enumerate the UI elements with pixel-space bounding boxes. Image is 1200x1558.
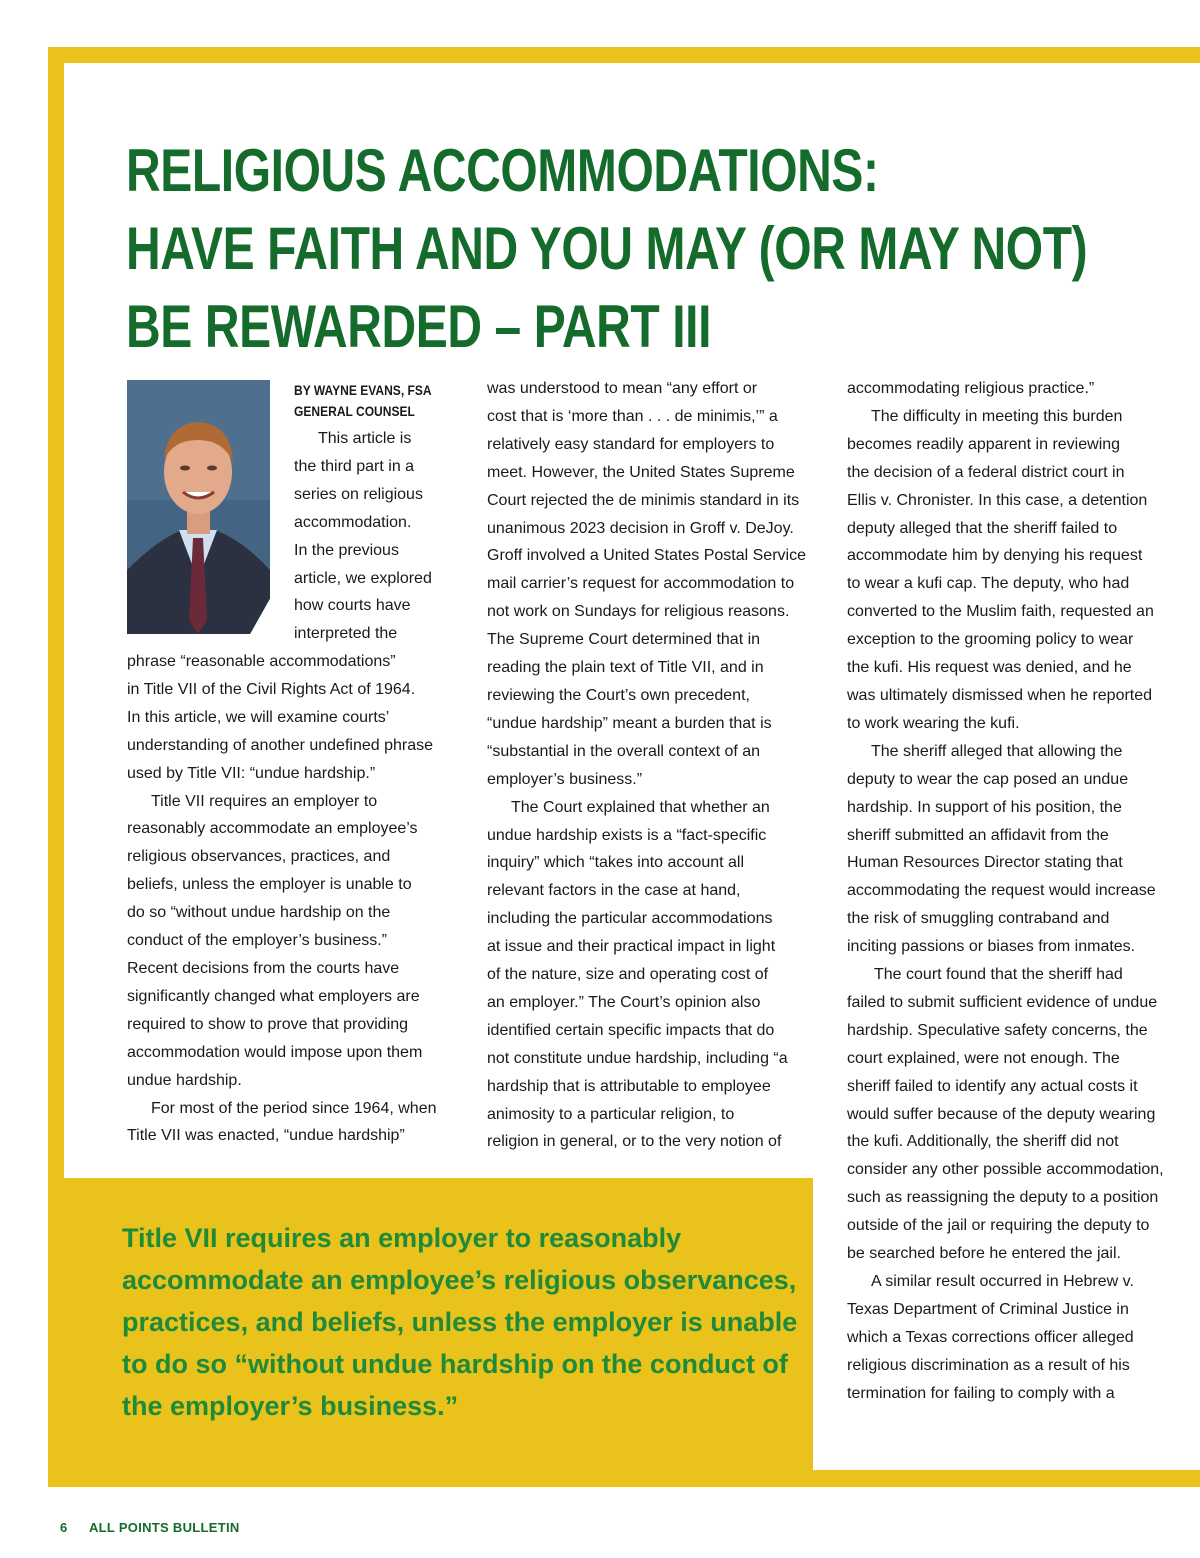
text-line: inquiry” which “takes into account all (487, 854, 745, 872)
text-line: reasonably accommodate an employee’s (127, 820, 418, 838)
text-line: employer’s business.” (487, 770, 643, 788)
column-2 (487, 375, 817, 1156)
text-line: Ellis v. Chronister. In this case, a detention (847, 491, 1148, 509)
author-name: BY WAYNE EVANS, FSA (294, 382, 432, 398)
text-line: The court found that the sheriff had (874, 966, 1123, 984)
text-line: do so “without undue hardship on the (127, 904, 391, 922)
text-line: relatively easy standard for employers to (487, 435, 775, 453)
text-line: Court rejected the de minimis standard in its (487, 491, 800, 509)
text-line: to wear a kufi cap. The deputy, who had (847, 575, 1130, 593)
text-line: hardship that is attributable to employee (487, 1077, 771, 1095)
text-line: court explained, were not enough. The (847, 1049, 1120, 1067)
page-footer (60, 1520, 240, 1535)
text-line: outside of the jail or requiring the deputy to (847, 1217, 1150, 1235)
text-line: deputy to wear the cap posed an undue (847, 770, 1129, 788)
text-line: article, we explored (294, 569, 432, 587)
text-line: Title VII requires an employer to (151, 792, 378, 810)
text-line: was understood to mean “any effort or (487, 380, 758, 397)
text-line: beliefs, unless the employer is unable to (127, 876, 412, 894)
article-title (126, 132, 1088, 366)
text-line: animosity to a particular religion, to (487, 1105, 735, 1123)
text-line: sheriff submitted an affidavit from the (847, 826, 1109, 844)
text-line: Recent decisions from the courts have (127, 959, 400, 977)
text-line: which a Texas corrections officer alleged (847, 1328, 1134, 1346)
text-line: undue hardship exists is a “fact-specific (487, 826, 767, 844)
text-line: including the particular accommodations (487, 910, 773, 928)
text-line: used by Title VII: “undue hardship.” (127, 764, 376, 782)
column-1-top (294, 425, 454, 648)
text-line: would suffer because of the deputy wearing (847, 1105, 1156, 1123)
text-line: Groff involved a United States Postal Service (487, 547, 806, 565)
author-title: GENERAL COUNSEL (294, 403, 415, 419)
text-line: not constitute undue hardship, including “a (487, 1049, 788, 1067)
text-line: the risk of smuggling contraband and (847, 910, 1110, 928)
text-line: The Supreme Court determined that in (487, 631, 761, 649)
text-line: meet. However, the United States Supreme (487, 463, 795, 481)
text-line: required to show to prove that providing (127, 1015, 409, 1033)
text-line: becomes readily apparent in reviewing (847, 435, 1121, 453)
text-line: failed to submit sufficient evidence of undue (847, 993, 1158, 1011)
text-line: Texas Department of Criminal Justice in (847, 1300, 1129, 1318)
pull-quote-line: Title VII requires an employer to reasonably (122, 1223, 682, 1253)
text-line: hardship. In support of his position, the (847, 798, 1122, 816)
text-line: series on religious (294, 485, 423, 503)
text-line: of the nature, size and operating cost of (487, 966, 769, 984)
text-line: be searched before he entered the jail. (847, 1245, 1121, 1263)
pull-quote-line: practices, and beliefs, unless the employer is unable (122, 1307, 798, 1337)
text-line: “undue hardship” meant a burden that is (487, 714, 772, 732)
text-line: phrase “reasonable accommodations” (127, 653, 396, 670)
text-line: converted to the Muslim faith, requested an (847, 603, 1154, 621)
text-line: unanimous 2023 decision in Groff v. DeJoy. (487, 519, 794, 537)
text-line: The difficulty in meeting this burden (871, 407, 1123, 425)
column-3 (847, 375, 1192, 1408)
text-line: accommodate him by denying his request (847, 547, 1143, 565)
text-line: reviewing the Court’s own precedent, (487, 686, 750, 704)
text-line: accommodating the request would increase (847, 882, 1156, 900)
text-line: In this article, we will examine courts’ (127, 708, 390, 726)
text-line: accommodating religious practice.” (847, 380, 1095, 397)
text-line: interpreted the (294, 625, 398, 643)
text-line: This article is (318, 430, 412, 447)
text-line: such as reassigning the deputy to a position (847, 1189, 1159, 1207)
text-line: how courts have (294, 597, 411, 615)
text-line: For most of the period since 1964, when (151, 1099, 437, 1117)
page-number: 6 (60, 1520, 68, 1535)
text-line: not work on Sundays for religious reasons. (487, 603, 790, 621)
text-line: In the previous (294, 541, 399, 559)
byline (294, 380, 432, 422)
text-line: undue hardship. (127, 1071, 242, 1089)
text-line: consider any other possible accommodation, (847, 1161, 1164, 1179)
pull-quote-line: accommodate an employee’s religious observances, (122, 1265, 797, 1295)
text-line: religious discrimination as a result of his (847, 1356, 1130, 1374)
text-line: at issue and their practical impact in light (487, 938, 776, 956)
text-line: inciting passions or biases from inmates. (847, 938, 1136, 956)
text-line: Human Resources Director stating that (847, 854, 1123, 872)
title-line: BE REWARDED – PART III (126, 293, 712, 360)
text-line: the third part in a (294, 457, 415, 475)
text-line: conduct of the employer’s business.” (127, 932, 387, 950)
text-line: was ultimately dismissed when he reported (847, 686, 1153, 704)
pull-quote (122, 1217, 798, 1427)
text-line: religion in general, or to the very notion of (487, 1133, 782, 1151)
text-line: religious observances, practices, and (127, 848, 391, 866)
text-line: the kufi. His request was denied, and he (847, 659, 1132, 677)
text-line: The sheriff alleged that allowing the (871, 742, 1123, 760)
text-line: identified certain specific impacts that do (487, 1021, 775, 1039)
text-line: Title VII was enacted, “undue hardship” (127, 1127, 405, 1145)
text-line: in Title VII of the Civil Rights Act of 1964. (127, 680, 416, 698)
author-photo (127, 380, 270, 634)
text-line: sheriff failed to identify any actual costs it (847, 1077, 1138, 1095)
text-line: mail carrier’s request for accommodation to (487, 575, 795, 593)
title-line: RELIGIOUS ACCOMMODATIONS: (126, 137, 879, 204)
pull-quote-line: to do so “without undue hardship on the conduct of (122, 1349, 788, 1379)
text-line: an employer.” The Court’s opinion also (487, 993, 761, 1011)
text-line: relevant factors in the case at hand, (487, 882, 741, 900)
text-line: accommodation would impose upon them (127, 1043, 423, 1061)
author-portrait-illustration (127, 380, 270, 634)
text-line: The Court explained that whether an (511, 798, 770, 816)
title-line: HAVE FAITH AND YOU MAY (OR MAY NOT) (126, 215, 1088, 282)
text-line: reading the plain text of Title VII, and in (487, 659, 764, 677)
text-line: “substantial in the overall context of an (487, 742, 761, 760)
text-line: to work wearing the kufi. (847, 714, 1020, 732)
text-line: the kufi. Additionally, the sheriff did not (847, 1133, 1119, 1151)
text-line: hardship. Speculative safety concerns, the (847, 1021, 1148, 1039)
text-line: accommodation. (294, 513, 412, 531)
text-line: the decision of a federal district court in (847, 463, 1125, 481)
text-line: significantly changed what employers are (127, 987, 420, 1005)
frame-top-border (48, 47, 1200, 63)
text-line: understanding of another undefined phrase (127, 736, 434, 754)
text-line: cost that is ‘more than . . . de minimis,’” a (487, 407, 778, 425)
text-line: deputy alleged that the sheriff failed to (847, 519, 1118, 537)
pull-quote-line: the employer’s business.” (122, 1391, 459, 1421)
publication-name: ALL POINTS BULLETIN (88, 1520, 240, 1535)
text-line: A similar result occurred in Hebrew v. (871, 1273, 1134, 1290)
text-line: termination for failing to comply with a (847, 1384, 1115, 1402)
text-line: exception to the grooming policy to wear (847, 631, 1134, 649)
column-1-body (127, 648, 457, 1150)
